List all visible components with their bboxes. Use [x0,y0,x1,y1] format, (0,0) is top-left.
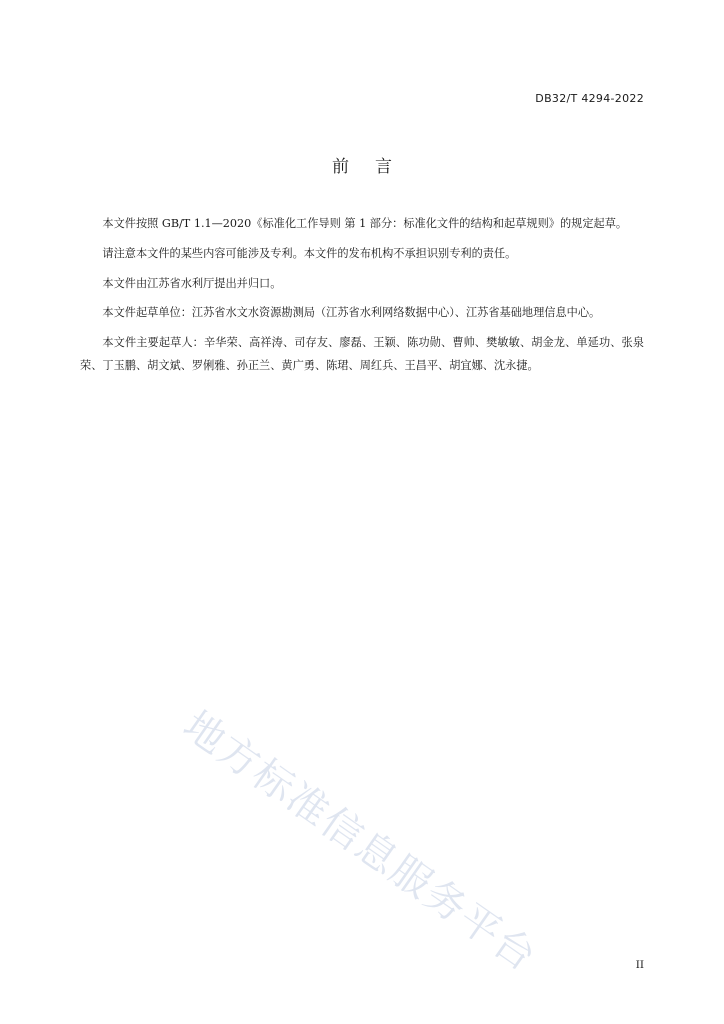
paragraph-proposer: 本文件由江苏省水利厅提出并归口。 [102,276,282,290]
paragraph-drafters: 本文件主要起草人：辛华荣、高祥涛、司存友、廖磊、王颖、陈功勋、曹帅、樊敏敏、胡金龙、单延功、张泉荣、丁玉鹏、胡文斌、罗俐雅、孙正兰、黄广勇、陈珺、周红兵、王昌平、胡宜娜、沈永捷。 [80,336,644,373]
page-title: 前言 [332,157,418,177]
paragraph-drafting-rules: 本文件按照 GB/T 1.1—2020《标准化工作导则 第 1 部分：标准化文件的结构和起草规则》的规定起草。 [102,217,628,230]
document-body [80,212,644,384]
page-number: II [635,959,644,971]
paragraph-drafting-units: 本文件起草单位：江苏省水文水资源勘测局（江苏省水利网络数据中心）、江苏省基础地理信息中心。 [102,306,601,320]
paragraph-patent-notice: 请注意本文件的某些内容可能涉及专利。本文件的发布机构不承担识别专利的责任。 [102,246,517,260]
document-code: DB32/T 4294-2022 [535,92,644,105]
watermark: 地方标准信息服务平台 [174,702,546,982]
